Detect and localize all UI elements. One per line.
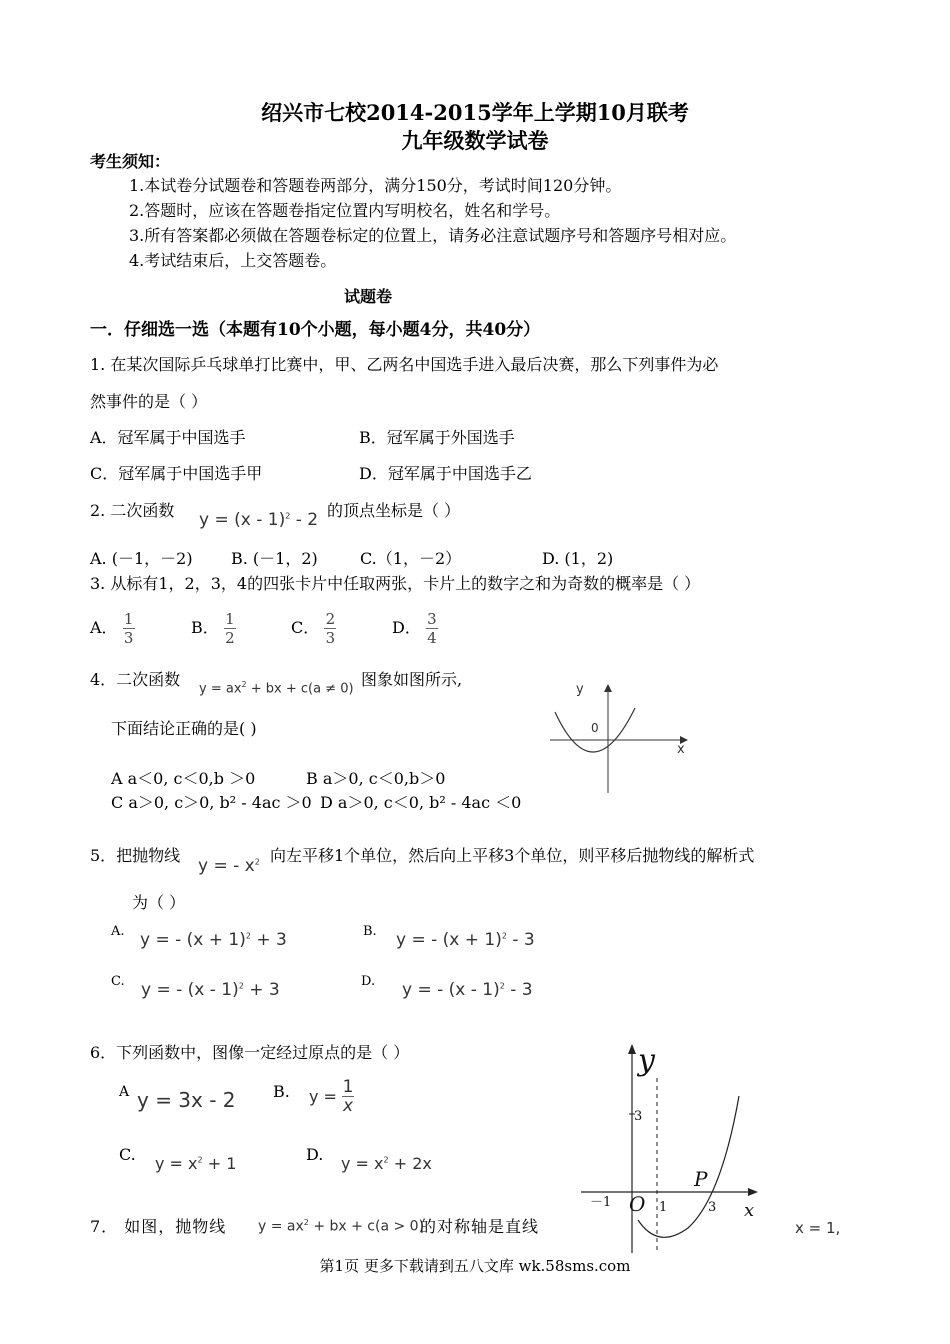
fraction: $\frac{1}{x}$ [342, 1077, 354, 1116]
q7-prefix: 7． 如图，抛物线 [90, 1217, 227, 1236]
q4-parabola-graph [545, 678, 705, 798]
q4-option-b: B a＞0, c＜0,b＞0 [306, 769, 446, 788]
q1-option-b: B．冠军属于外国选手 [359, 428, 515, 447]
q1-stem-line1: 1. 在某次国际乒乓球单打比赛中，甲、乙两名中国选手进入最后决赛，那么下列事件为必 [90, 355, 719, 374]
q1-option-a: A．冠军属于中国选手 [90, 428, 246, 447]
y-axis-arrow-icon [604, 684, 612, 692]
fraction: $\frac{1}{3}$ [123, 610, 134, 647]
q5-option-a: y = - $(x + 1)^2 + 3$ [140, 930, 287, 950]
x-axis-arrow-icon [748, 1188, 758, 1196]
q6-option-d-label: D. [306, 1145, 324, 1164]
q1-option-d: D．冠军属于中国选手乙 [359, 464, 532, 483]
q5-option-d: y = - (x - 1)$^2$ - 3 [402, 980, 533, 1000]
q4-stem-line2: 下面结论正确的是( ) [111, 719, 257, 738]
q6-option-a: y = 3x - 2 [137, 1088, 236, 1112]
q7-tail: x = 1, [795, 1219, 841, 1237]
q4-suffix: 图象如图所示, [361, 670, 463, 689]
x-tick-label-3: 3 [708, 1200, 717, 1215]
q2-option-c: C.（1，－2） [360, 549, 462, 568]
q3-option-c [291, 610, 336, 647]
q6-option-b-label: B. [273, 1082, 290, 1101]
notice-item: 3.所有答案都必须做在答题卷标定的位置上，请务必注意试题序号和答题序号相对应。 [129, 226, 737, 245]
q3-option-a [90, 610, 135, 647]
point-p-label: P [694, 1167, 708, 1191]
x-tick-label-1: 1 [659, 1200, 668, 1215]
option-label: B． [191, 618, 219, 637]
notice-item: 4.考试结束后，上交答题卷。 [129, 251, 337, 270]
axis-label-y: y [576, 682, 584, 697]
q5-option-c: y = - (x - 1)$^2$ + 3 [141, 980, 280, 1000]
origin-label: 0 [591, 721, 599, 735]
exam-title: 绍兴市七校2014-2015学年上学期10月联考 [261, 100, 689, 125]
notice-heading: 考生须知： [90, 152, 171, 171]
option-label: A． [90, 618, 118, 637]
page-footer: 第1页 更多下载请到五八文库 wk.58sms.com [319, 1257, 631, 1275]
fraction: $\frac{3}{4}$ [427, 610, 437, 647]
q5-formula: y = - $x^2$ [198, 856, 260, 876]
option-label: C． [291, 618, 320, 637]
notice-item: 1.本试卷分试题卷和答题卷两部分，满分150分，考试时间120分钟。 [129, 176, 622, 195]
q3-option-d [392, 610, 438, 647]
q4-option-c: C a＞0, c＞0, b² - 4ac ＞0 [111, 793, 312, 812]
q2-formula: y = (x - 1)$^2$ - 2 [199, 510, 319, 530]
q4-option-a: A a＜0, c＜0,b ＞0 [111, 769, 256, 788]
q6-stem: 6．下列函数中，图像一定经过原点的是（ ） [90, 1043, 410, 1062]
q7-formula: $y = ax^2$ + bx + c(a > 0) [258, 1218, 425, 1235]
axis-label-y: y [638, 1043, 655, 1078]
parabola-curve [638, 1096, 739, 1237]
part1-heading: 一．仔细选一选（本题有10个小题，每小题4分，共40分） [90, 320, 541, 340]
option-label: D． [392, 618, 421, 637]
axis-label-x: x [677, 742, 685, 757]
q1-option-c: C．冠军属于中国选手甲 [90, 464, 263, 483]
fraction-prefix: y = [309, 1087, 337, 1106]
q3-option-b [191, 610, 236, 647]
fraction: $\frac{1}{2}$ [225, 610, 235, 647]
q6-option-c-label: C. [119, 1145, 136, 1164]
q6-option-c: $y = x^2 + 1$ [155, 1154, 237, 1173]
section-label: 试题卷 [344, 287, 393, 306]
exam-subtitle: 九年级数学试卷 [401, 128, 549, 153]
q6-option-b [309, 1078, 354, 1115]
q5-option-c-label: C. [111, 974, 125, 989]
notice-item: 2.答题时，应该在答题卷指定位置内写明校名，姓名和学号。 [129, 201, 561, 220]
axis-label-x: x [744, 1200, 755, 1221]
y-tick-label-3: 3 [634, 1109, 643, 1124]
q5-suffix: 向左平移1个单位，然后向上平移3个单位，则平移后抛物线的解析式 [270, 846, 755, 865]
q5-option-d-label: D. [361, 974, 376, 989]
q2-option-a: A. (－1，－2) [90, 549, 193, 568]
q2-option-d: D. (1，2) [542, 549, 614, 568]
origin-label: O [629, 1192, 646, 1216]
q2-suffix: 的顶点坐标是（ ） [327, 501, 461, 520]
q5-option-b: y = - $(x + 1)^2 - 3$ [396, 930, 535, 950]
q4-option-d: D a＞0, c＜0, b² - 4ac ＜0 [320, 793, 522, 812]
q6-option-d: $y = x^2 + 2x$ [341, 1154, 432, 1173]
q5-stem-line2: 为（ ） [132, 893, 186, 912]
q4-prefix: 4．二次函数 [90, 670, 181, 689]
q1-stem-line2: 然事件的是（ ） [90, 392, 208, 411]
q6-option-a-label: A [119, 1084, 130, 1100]
y-axis-arrow-icon [628, 1044, 636, 1054]
q5-option-b-label: B. [363, 924, 377, 939]
q5-option-a-label: A. [111, 924, 125, 939]
q2-prefix: 2. 二次函数 [90, 501, 175, 520]
q7-mid: 的对称轴是直线 [420, 1217, 540, 1236]
q7-parabola-graph [576, 1038, 776, 1258]
q3-stem: 3. 从标有1，2，3，4的四张卡片中任取两张，卡片上的数字之和为奇数的概率是（ ） [90, 574, 701, 593]
q5-prefix: 5．把抛物线 [90, 846, 181, 865]
q2-option-b: B. (－1，2) [231, 549, 318, 568]
fraction: $\frac{2}{3}$ [325, 610, 336, 647]
q4-formula: $y = ax^2$ + bx + c(a ≠ 0) [199, 680, 354, 697]
x-tick-label-neg1: －1 [590, 1195, 612, 1210]
